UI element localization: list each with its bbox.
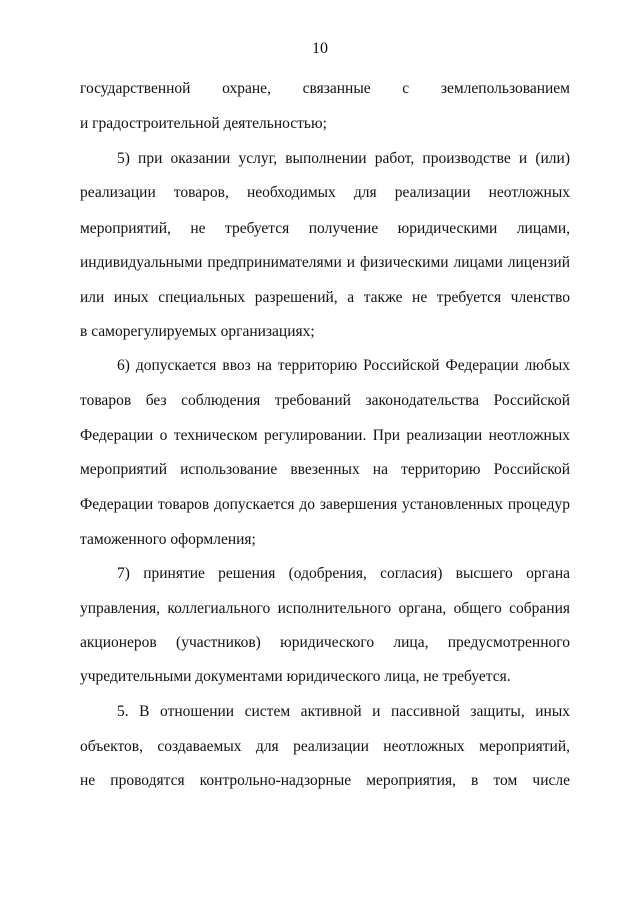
text-line: Федерации товаров допускается до завершения установленных процедур <box>80 496 570 513</box>
text-line: акционеров (участников) юридического лица, предусмотренного <box>80 634 570 651</box>
text-line: реализации товаров, необходимых для реализации неотложных <box>80 184 570 201</box>
text-line: учредительными документами юридического лица, не требуется. <box>80 668 511 685</box>
text-line: мероприятий, не требуется получение юридическими лицами, <box>80 220 570 237</box>
text-line: 6) допускается ввоз на территорию Российской Федерации любых <box>117 357 570 374</box>
page-number: 10 <box>312 40 328 57</box>
text-line: таможенного оформления; <box>80 531 256 548</box>
text-line: государственной охране, связанные с землепользованием <box>80 80 570 97</box>
text-line: управления, коллегиального исполнительного органа, общего собрания <box>80 600 570 617</box>
text-line: 5) при оказании услуг, выполнении работ, производстве и (или) <box>117 150 570 167</box>
text-line: Федерации о техническом регулировании. При реализации неотложных <box>80 427 570 444</box>
text-line: и градостроительной деятельностью; <box>80 115 327 132</box>
text-line: 7) принятие решения (одобрения, согласия) высшего органа <box>117 565 570 582</box>
text-line: объектов, создаваемых для реализации неотложных мероприятий, <box>80 738 570 755</box>
text-line: или иных специальных разрешений, а также не требуется членство <box>80 289 570 306</box>
text-line: индивидуальными предпринимателями и физическими лицами лицензий <box>80 254 570 271</box>
text-line: товаров без соблюдения требований законодательства Российской <box>80 392 570 409</box>
text-line: мероприятий использование ввезенных на территорию Российской <box>80 461 570 478</box>
text-line: 5. В отношении систем активной и пассивной защиты, иных <box>117 703 570 720</box>
text-line: не проводятся контрольно-надзорные мероприятия, в том числе <box>80 772 570 789</box>
text-line: в саморегулируемых организациях; <box>80 323 315 340</box>
